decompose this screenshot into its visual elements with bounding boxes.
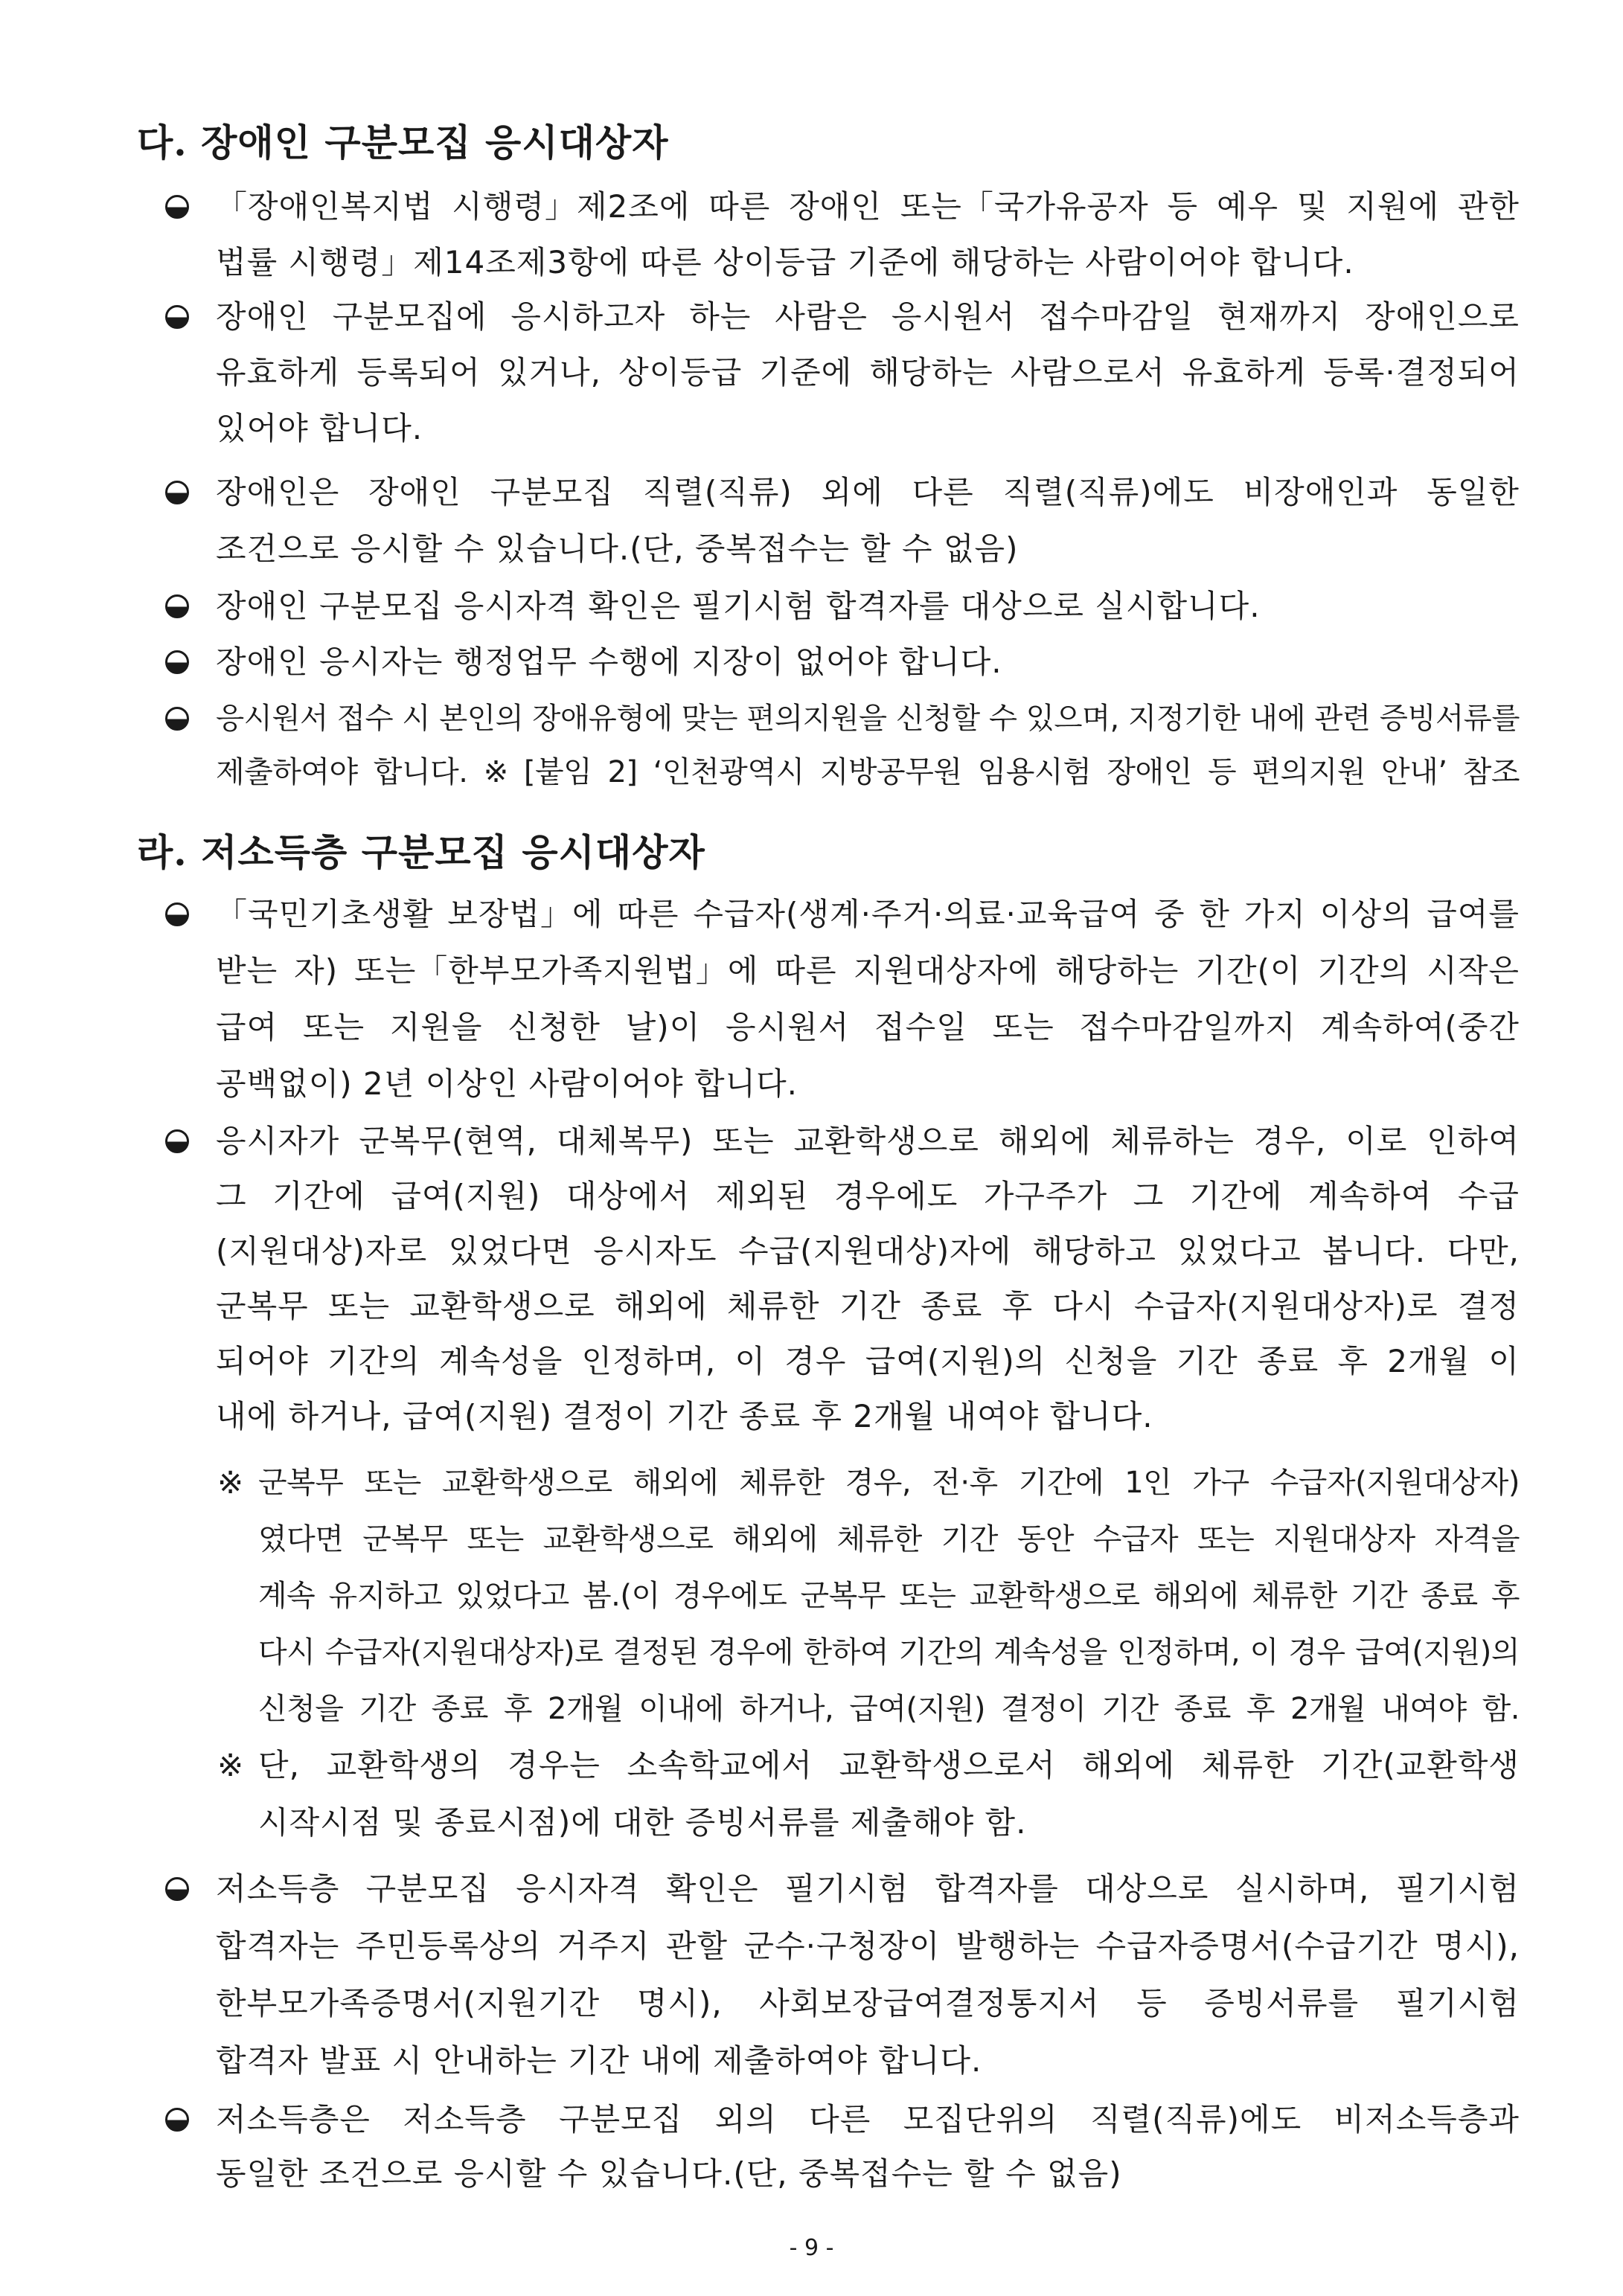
bullet-icon: [165, 2108, 189, 2132]
note-item: [217, 1455, 1520, 1737]
text-line-content: 조건으로 응시할 수 있습니다.(단, 중복접수는 할 수 없음): [216, 530, 1019, 567]
text-line: [216, 521, 1520, 577]
text-line: [258, 1568, 1520, 1624]
reference-mark: ※: [217, 1464, 244, 1501]
text-line-content: 합격자 발표 시 안내하는 기간 내에 제출하여야 합니다.: [216, 2042, 982, 2079]
text-line-content: 그 기간에 급여(지원) 대상에서 제외된 경우에도 가구주가 그 기간에 계속하여 수급: [216, 1178, 1520, 1214]
text-line-content: 내에 하거나, 급여(지원) 결정이 기간 종료 후 2개월 내여야 합니다.: [216, 1398, 1153, 1434]
text-line: [216, 1334, 1520, 1389]
text-line: [258, 1794, 1520, 1851]
bullet-item: [216, 1860, 1520, 2089]
text-line-content: 장애인 구분모집 응시자격 확인은 필기시험 합격자를 대상으로 실시합니다.: [216, 588, 1261, 624]
text-line: [216, 2092, 1520, 2146]
section-heading-low-income: 라. 저소득층 구분모집 응시대상자: [137, 830, 705, 874]
text-line-content: 한부모가족증명서(지원기간 명시), 사회보장급여결정통지서 등 증빙서류를 필기시험: [216, 1985, 1520, 2021]
text-line: [216, 578, 1520, 634]
text-line-content: 신청을 기간 종료 후 2개월 이내에 하거나, 급여(지원) 결정이 기간 종료 후 2개월 내여야 함.: [258, 1692, 1520, 1726]
text-line: [216, 1860, 1520, 1917]
text-line-content: 군복무 또는 교환학생으로 해외에 체류한 기간 종료 후 다시 수급자(지원대상자)로 결정: [216, 1288, 1520, 1324]
text-line-content: 계속 유지하고 있었다고 봄.(이 경우에도 군복무 또는 교환학생으로 해외에 체류한 기간 종료 후: [258, 1579, 1520, 1613]
note-item: [217, 1737, 1520, 1851]
bullet-item: [216, 634, 1520, 690]
bullet-icon: [165, 1129, 189, 1153]
text-line: [216, 234, 1520, 290]
text-line-content: 동일한 조건으로 응시할 수 있습니다.(단, 중복접수는 할 수 없음): [216, 2155, 1122, 2192]
text-line-content: 제출하여야 합니다. ※ [붙임 2] ‘인천광역시 지방공무원 임용시험 장애인 등 편의지원 안내’ 참조: [216, 755, 1520, 789]
text-line-content: (지원대상)자로 있었다면 응시자도 수급(지원대상)자에 해당하고 있었다고 봅니다. 다만,: [216, 1233, 1520, 1269]
bullet-item: [216, 2092, 1520, 2201]
bullet-icon: [165, 594, 189, 618]
text-line-content: 공백없이) 2년 이상인 사람이어야 합니다.: [216, 1065, 798, 1102]
reference-mark: ※: [217, 1747, 244, 1783]
text-line: [216, 1224, 1520, 1279]
text-line-content: 군복무 또는 교환학생으로 해외에 체류한 경우, 전·후 기간에 1인 가구 수급자(지원대상자): [258, 1466, 1520, 1500]
text-line: [258, 1624, 1520, 1681]
text-line-content: 받는 자) 또는「한부모가족지원법」에 따른 지원대상자에 해당하는 기간(이 기간의 시작은: [216, 952, 1520, 989]
text-line-content: 다시 수급자(지원대상자)로 결정된 경우에 한하여 기간의 계속성을 인정하며, 이 경우 급여(지원)의: [258, 1635, 1520, 1670]
bullet-icon: [165, 650, 189, 674]
text-line-content: 「국민기초생활 보장법」에 따른 수급자(생계·주거·의료·교육급여 중 한 가지 이상의 급여를: [216, 896, 1520, 932]
text-line: [216, 692, 1520, 745]
text-line-content: 급여 또는 지원을 신청한 날)이 응시원서 접수일 또는 접수마감일까지 계속하여(중간: [216, 1009, 1520, 1045]
text-line: [216, 2032, 1520, 2089]
bullet-item: [216, 464, 1520, 577]
text-line: [216, 999, 1520, 1056]
text-line-content: 저소득층 구분모집 응시자격 확인은 필기시험 합격자를 대상으로 실시하며, 필기시험: [216, 1870, 1520, 1907]
text-line: [216, 2146, 1520, 2201]
bullet-item: [216, 179, 1520, 290]
bullet-item: [216, 886, 1520, 1112]
text-line-content: 장애인 응시자는 행정업무 수행에 지장이 없어야 합니다.: [216, 644, 1002, 680]
text-line-content: 저소득층은 저소득층 구분모집 외의 다른 모집단위의 직렬(직류)에도 비저소득층과: [216, 2101, 1520, 2138]
text-line: [216, 289, 1520, 344]
bullet-icon: [165, 707, 189, 731]
bullet-icon: [165, 481, 189, 504]
text-line-content: 응시자가 군복무(현역, 대체복무) 또는 교환학생으로 해외에 체류하는 경우, 이로 인하여: [216, 1123, 1520, 1159]
text-line: [216, 1917, 1520, 1975]
text-line-content: 장애인은 장애인 구분모집 직렬(직류) 외에 다른 직렬(직류)에도 비장애인과 동일한: [216, 474, 1520, 510]
text-line: [216, 745, 1520, 799]
bullet-item: [216, 692, 1520, 799]
text-line: [216, 1056, 1520, 1112]
text-line-content: 되어야 기간의 계속성을 인정하며, 이 경우 급여(지원)의 신청을 기간 종료 후 2개월 이: [216, 1343, 1520, 1379]
text-line: [216, 886, 1520, 943]
bullet-item: [216, 1114, 1520, 1444]
bullet-item: [216, 578, 1520, 634]
text-line: [258, 1737, 1520, 1794]
text-line: [216, 634, 1520, 690]
text-line-content: 시작시점 및 종료시점)에 대한 증빙서류를 제출해야 함.: [258, 1804, 1027, 1841]
text-line-content: 법률 시행령」제14조제3항에 따른 상이등급 기준에 해당하는 사람이어야 합니다.: [216, 244, 1354, 280]
text-line: [258, 1681, 1520, 1737]
bullet-icon: [165, 305, 189, 329]
text-line: [216, 464, 1520, 521]
text-line: [216, 1169, 1520, 1224]
text-line: [216, 1114, 1520, 1169]
text-line-content: 장애인 구분모집에 응시하고자 하는 사람은 응시원서 접수마감일 현재까지 장애인으로: [216, 298, 1520, 335]
text-line: [216, 179, 1520, 234]
text-line-content: 단, 교환학생의 경우는 소속학교에서 교환학생으로서 해외에 체류한 기간(교환학생: [258, 1747, 1520, 1783]
bullet-icon: [165, 1877, 189, 1901]
page-number: - 9 -: [789, 2235, 834, 2261]
text-line: [216, 1279, 1520, 1334]
text-line-content: 였다면 군복무 또는 교환학생으로 해외에 체류한 기간 동안 수급자 또는 지원대상자 자격을: [258, 1522, 1520, 1556]
text-line: [258, 1455, 1520, 1511]
text-line: [216, 400, 1520, 456]
text-line: [216, 1975, 1520, 2032]
text-line: [258, 1511, 1520, 1568]
text-line-content: 「장애인복지법 시행령」제2조에 따른 장애인 또는「국가유공자 등 예우 및 지원에 관한: [216, 188, 1520, 225]
text-line-content: 응시원서 접수 시 본인의 장애유형에 맞는 편의지원을 신청할 수 있으며, 지정기한 내에 관련 증빙서류를: [216, 702, 1520, 736]
bullet-item: [216, 289, 1520, 456]
bullet-icon: [165, 195, 189, 219]
text-line: [216, 1389, 1520, 1444]
text-line: [216, 344, 1520, 400]
text-line-content: 있어야 합니다.: [216, 410, 423, 446]
section-heading-disabled: 다. 장애인 구분모집 응시대상자: [137, 121, 669, 164]
text-line-content: 유효하게 등록되어 있거나, 상이등급 기준에 해당하는 사람으로서 유효하게 등록·결정되어: [216, 354, 1520, 391]
text-line-content: 합격자는 주민등록상의 거주지 관할 군수·구청장이 발행하는 수급자증명서(수급기간 명시),: [216, 1928, 1520, 1964]
text-line: [216, 943, 1520, 999]
bullet-icon: [165, 902, 189, 926]
